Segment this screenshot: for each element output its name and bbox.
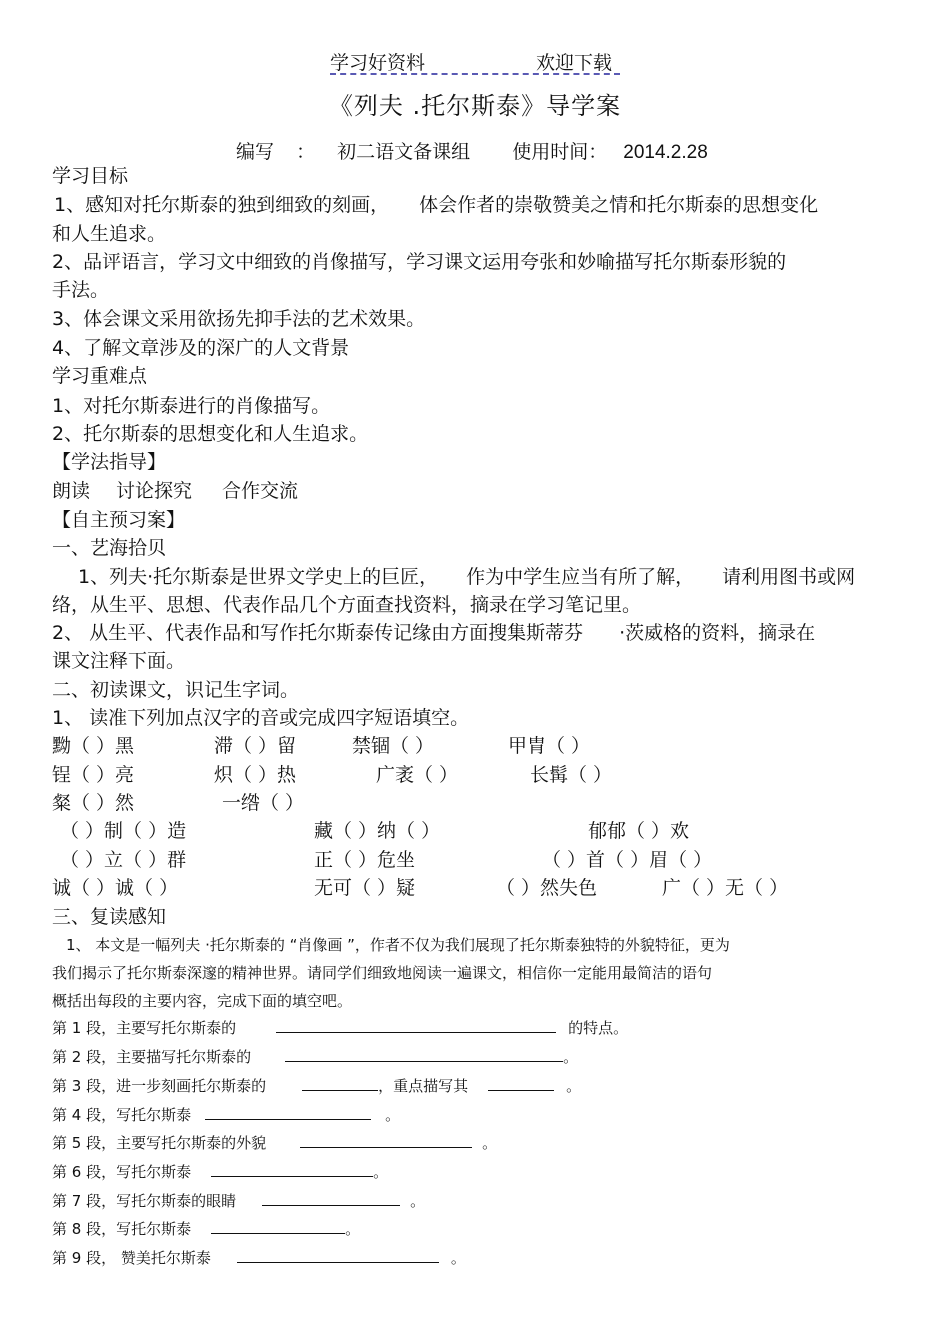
vocab-cell: 藏（ ）纳（ ） bbox=[314, 820, 441, 842]
page-title: 《列夫 .托尔斯泰》导学案 bbox=[328, 92, 622, 120]
objective-2: 2、品评语言，学习文中细致的肖像描写，学习课文运用夸张和妙喻描写托尔斯泰形貌的 bbox=[52, 251, 787, 273]
fill-prefix: 第 3 段，进一步刻画托尔斯泰的 bbox=[52, 1077, 267, 1095]
paragraph-fill-line bbox=[52, 1219, 360, 1239]
fill-prefix: 第 1 段，主要写托尔斯泰的 bbox=[52, 1019, 237, 1037]
fill-suffix: 。 bbox=[385, 1106, 401, 1124]
section-3-heading: 三、复读感知 bbox=[52, 906, 167, 928]
vocab-cell: 正（ ）危坐 bbox=[314, 849, 416, 871]
objective-1 bbox=[54, 193, 818, 217]
paragraph-fill-line bbox=[52, 1018, 628, 1038]
vocab-cell: （ ）然失色 bbox=[496, 877, 598, 899]
vocab-cell: 无可（ ）疑 bbox=[314, 877, 416, 899]
fill-suffix: 的特点。 bbox=[568, 1019, 629, 1037]
fill-suffix: 。 bbox=[563, 1048, 579, 1066]
fill-blank[interactable] bbox=[211, 1162, 373, 1177]
vocab-cell: 诚（ ）诚（ ） bbox=[52, 877, 179, 899]
fill-suffix: 。 bbox=[566, 1077, 582, 1095]
fill-blank[interactable] bbox=[211, 1219, 345, 1234]
preview-heading: 【自主预习案】 bbox=[52, 509, 186, 531]
method-heading: 【学法指导】 bbox=[52, 451, 167, 473]
section-2-heading: 二、初读课文，识记生字词。 bbox=[52, 679, 300, 701]
time-label: 使用时间： bbox=[512, 141, 608, 163]
objective-1-part-a: 1、感知对托尔斯泰的独到细致的刻画， bbox=[54, 194, 390, 216]
author-colon: ： bbox=[296, 141, 316, 163]
vocab-cell: 广（ ）无（ ） bbox=[662, 877, 789, 899]
vocab-cell: （ ）立（ ）群 bbox=[60, 849, 187, 871]
key-points-heading: 学习重难点 bbox=[52, 365, 148, 387]
fill-blank[interactable] bbox=[262, 1191, 400, 1206]
method-item: 讨论探究 bbox=[116, 480, 193, 502]
fill-suffix: 。 bbox=[345, 1220, 361, 1238]
fill-blank[interactable] bbox=[488, 1076, 554, 1091]
fill-blank[interactable] bbox=[300, 1133, 472, 1148]
objective-4: 4、了解文章涉及的深广的人文背景 bbox=[52, 337, 350, 359]
section-1-item-2-part: 2、 从生平、代表作品和写作托尔斯泰传记缘由方面搜集斯蒂芬 bbox=[52, 622, 584, 644]
section-3-intro: 1、 本文是一幅列夫 ·托尔斯泰的 “肖像画 ”，作者不仅为我们展现了托尔斯泰独特的外貌特征，更为 bbox=[66, 936, 730, 954]
objective-1-cont: 和人生追求。 bbox=[52, 223, 167, 245]
section-1-item-1-part: 1、列夫·托尔斯泰是世界文学史上的巨匠， bbox=[78, 566, 439, 588]
page-header bbox=[0, 46, 950, 76]
subtitle bbox=[236, 137, 708, 164]
fill-prefix: 第 8 段，写托尔斯泰 bbox=[52, 1220, 192, 1238]
method-item: 朗读 bbox=[52, 480, 91, 502]
author-label: 编写 bbox=[236, 141, 275, 163]
paragraph-fill-line bbox=[52, 1076, 581, 1096]
date-value: 2014.2.28 bbox=[623, 142, 708, 163]
section-1-item-1 bbox=[78, 565, 855, 589]
paragraph-fill-line bbox=[52, 1047, 578, 1067]
section-1-item-2-cont: 课文注释下面。 bbox=[52, 650, 186, 672]
fill-prefix: 第 9 段， 赞美托尔斯泰 bbox=[52, 1249, 211, 1267]
objectives-heading: 学习目标 bbox=[52, 165, 129, 187]
vocab-cell: 粲（ ）然 bbox=[52, 792, 135, 814]
paragraph-fill-line bbox=[52, 1248, 466, 1268]
fill-blank[interactable] bbox=[205, 1105, 371, 1120]
section-1-item-1-part: 请利用图书或网 bbox=[722, 566, 856, 588]
vocab-cell: 郁郁（ ）欢 bbox=[588, 820, 690, 842]
fill-suffix: 。 bbox=[482, 1134, 498, 1152]
vocab-cell: （ ）制（ ）造 bbox=[60, 820, 187, 842]
section-1-item-2 bbox=[52, 621, 815, 645]
header-left-text: 学习好资料 bbox=[330, 52, 426, 74]
fill-suffix: 。 bbox=[410, 1192, 426, 1210]
header-dashed-rule bbox=[330, 73, 620, 75]
section-1-item-2-part: ·茨威格的资料，摘录在 bbox=[619, 622, 816, 644]
paragraph-fill-line bbox=[52, 1105, 400, 1125]
vocab-cell: 禁锢（ ） bbox=[352, 735, 435, 757]
section-1-item-1-cont: 络，从生平、思想、代表作品几个方面查找资料，摘录在学习笔记里。 bbox=[52, 594, 642, 616]
section-3-intro-cont: 概括出每段的主要内容，完成下面的填空吧。 bbox=[52, 992, 353, 1010]
author-name: 初二语文备课组 bbox=[337, 141, 471, 163]
section-1-item-1-part: 作为中学生应当有所了解， bbox=[466, 566, 695, 588]
vocab-cell: 甲胄（ ） bbox=[508, 735, 591, 757]
vocab-cell: 炽（ ）热 bbox=[214, 764, 297, 786]
section-2-item-1: 1、 读准下列加点汉字的音或完成四字短语填空。 bbox=[52, 707, 470, 729]
fill-blank[interactable] bbox=[285, 1047, 563, 1062]
vocab-cell: （ ）首（ ）眉（ ） bbox=[542, 849, 713, 871]
paragraph-fill-line bbox=[52, 1191, 425, 1211]
vocab-cell: 滞（ ）留 bbox=[214, 735, 297, 757]
vocab-cell: 广袤（ ） bbox=[376, 764, 459, 786]
fill-prefix: 第 2 段，主要描写托尔斯泰的 bbox=[52, 1048, 252, 1066]
vocab-cell: 黝（ ）黑 bbox=[52, 735, 135, 757]
paragraph-fill-line bbox=[52, 1133, 497, 1153]
section-3-intro-cont: 我们揭示了托尔斯泰深邃的精神世界。请同学们细致地阅读一遍课文，相信你一定能用最简洁的语句 bbox=[52, 964, 713, 982]
vocab-cell: 长髯（ ） bbox=[530, 764, 613, 786]
fill-mid: ，重点描写其 bbox=[378, 1077, 469, 1095]
fill-prefix: 第 5 段，主要写托尔斯泰的外貌 bbox=[52, 1134, 267, 1152]
method-list bbox=[52, 479, 298, 503]
vocab-cell: 锃（ ）亮 bbox=[52, 764, 135, 786]
paragraph-fill-line bbox=[52, 1162, 388, 1182]
fill-prefix: 第 4 段，写托尔斯泰 bbox=[52, 1106, 192, 1124]
fill-blank[interactable] bbox=[276, 1018, 556, 1033]
fill-prefix: 第 6 段，写托尔斯泰 bbox=[52, 1163, 192, 1181]
fill-prefix: 第 7 段，写托尔斯泰的眼睛 bbox=[52, 1192, 237, 1210]
vocab-cell: 一绺（ ） bbox=[222, 792, 305, 814]
objective-3: 3、体会课文采用欲扬先抑手法的艺术效果。 bbox=[52, 308, 426, 330]
fill-suffix: 。 bbox=[450, 1249, 466, 1267]
objective-1-part-b: 体会作者的崇敬赞美之情和托尔斯泰的思想变化 bbox=[419, 194, 819, 216]
fill-suffix: 。 bbox=[373, 1163, 389, 1181]
key-point-2: 2、托尔斯泰的思想变化和人生追求。 bbox=[52, 423, 369, 445]
key-point-1: 1、对托尔斯泰进行的肖像描写。 bbox=[52, 395, 331, 417]
header-right-text: 欢迎下载 bbox=[536, 52, 613, 74]
section-1-heading: 一、艺海拾贝 bbox=[52, 537, 167, 559]
method-item: 合作交流 bbox=[222, 480, 299, 502]
fill-blank[interactable] bbox=[302, 1076, 378, 1091]
objective-2-cont: 手法。 bbox=[52, 279, 110, 301]
fill-blank[interactable] bbox=[237, 1248, 439, 1263]
